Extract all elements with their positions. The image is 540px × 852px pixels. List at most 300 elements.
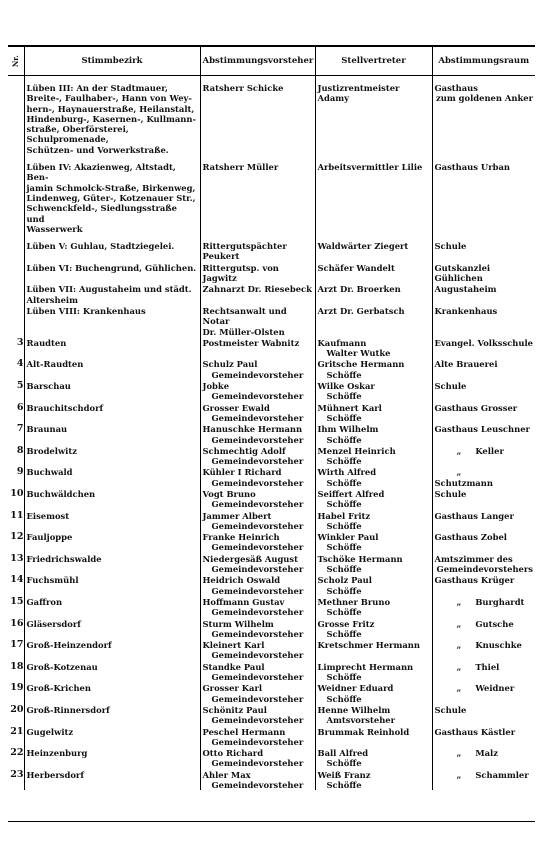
table-row	[8, 661, 535, 683]
raum-cell	[432, 445, 535, 467]
nr-cell: 6	[16, 401, 24, 413]
raum-cell	[432, 161, 535, 234]
cell-line: Peukert	[202, 251, 240, 262]
cell-line: Sturm Wilhelm	[202, 618, 274, 629]
cell-line: Heinzenburg	[26, 748, 88, 759]
vorsteher-cell	[200, 639, 315, 661]
stimmbezirk-cell	[24, 488, 200, 510]
nr-cell: 19	[10, 682, 24, 694]
cell-line: Schöffe	[326, 477, 362, 488]
cell-line: Rittergutspächter	[202, 241, 287, 252]
cell-line: Groß-Krichen	[26, 683, 91, 694]
cell-line: Schule	[434, 241, 467, 252]
table-body	[8, 76, 535, 791]
cell-line: Kretschmer Hermann	[317, 640, 420, 651]
cell-line: Ball Alfred	[317, 748, 369, 759]
cell-line: Gasthaus	[434, 83, 478, 93]
ditto-mark: „	[456, 748, 462, 759]
cell-line: Habel Fritz	[317, 510, 371, 521]
cell-line: Schöffe	[326, 391, 362, 402]
cell-line: Gasthaus Kästler	[434, 726, 516, 737]
cell-line: Schöffe	[326, 672, 362, 683]
vorsteher-cell	[200, 283, 315, 305]
cell-line: Methner Bruno	[317, 596, 391, 607]
table-row	[8, 769, 535, 791]
stimmbezirk-cell	[24, 596, 200, 618]
cell-line: Schützen- und Vorwerkstraße.	[26, 144, 169, 155]
vorsteher-cell	[200, 337, 315, 359]
cell-line: Walter Wutke	[326, 348, 391, 359]
raum-cell	[432, 769, 535, 791]
cell-line: Gemeindevorsteher	[211, 607, 304, 618]
vorsteher-cell	[200, 240, 315, 262]
cell-line: Schmechtig Adolf	[202, 445, 286, 456]
cell-line: Gläsersdorf	[26, 618, 81, 629]
nr-cell: 11	[10, 509, 24, 521]
vorsteher-cell	[200, 488, 315, 510]
vertreter-cell	[315, 553, 432, 575]
cell-line: Arzt Dr. Gerbatsch	[317, 305, 405, 316]
cell-line: Waldwärter Ziegert	[317, 241, 409, 252]
vertreter-cell	[315, 161, 432, 234]
cell-line: Altersheim	[26, 294, 78, 305]
cell-line: Schammler	[475, 769, 529, 780]
table-row	[8, 510, 535, 532]
cell-line: jamin Schmolck-Straße, Birkenweg,	[26, 182, 196, 193]
vertreter-cell	[315, 358, 432, 380]
nr-cell: 9	[16, 466, 24, 478]
table-row	[8, 726, 535, 748]
raum-cell	[432, 82, 535, 155]
table-row	[8, 82, 535, 155]
cell-line: Standke Paul	[202, 661, 265, 672]
cell-line: Schöffe	[326, 412, 362, 423]
cell-line: Gemeindevorsteher	[211, 628, 304, 639]
nr-cell: 16	[10, 617, 24, 629]
vorsteher-cell	[200, 618, 315, 640]
cell-line: Gugelwitz	[26, 726, 74, 737]
vorsteher-cell	[200, 726, 315, 748]
vertreter-cell	[315, 618, 432, 640]
cell-line: Tschöke Hermann	[317, 553, 403, 564]
stimmbezirk-cell	[24, 380, 200, 402]
cell-line: Amtsvorsteher	[326, 715, 396, 726]
cell-line: Keller	[475, 445, 504, 456]
cell-line: Otto Richard	[202, 748, 264, 759]
cell-line: Breite-, Faulhaber-, Hann von Wey-	[26, 93, 192, 104]
ditto-mark: „	[456, 661, 462, 672]
cell-line: Rittergutsp. von Jagwitz	[202, 262, 279, 284]
nr-cell	[8, 82, 24, 155]
cell-line: Winkler Paul	[317, 532, 379, 543]
cell-line: Gemeindevorsteher	[211, 456, 304, 467]
table-row	[8, 402, 535, 424]
cell-line: Menzel Heinrich	[317, 445, 396, 456]
cell-line: Kleinert Karl	[202, 640, 265, 651]
cell-line: Gemeindevorsteher	[211, 780, 304, 790]
table-row	[8, 283, 535, 305]
cell-line: Groß-Heinzendorf	[26, 640, 112, 651]
vertreter-cell	[315, 747, 432, 769]
nr-cell	[8, 283, 24, 305]
cell-line: Vogt Bruno	[202, 488, 256, 499]
vertreter-cell	[315, 574, 432, 596]
raum-cell	[432, 423, 535, 445]
vertreter-cell	[315, 240, 432, 262]
cell-line: Gemeindevorsteher	[211, 391, 304, 402]
raum-cell	[432, 402, 535, 424]
cell-line: Schöffe	[326, 542, 362, 553]
header-raum: Abstimmungsraum	[432, 46, 535, 76]
ditto-mark: „	[456, 618, 462, 629]
cell-line: Gemeindevorsteher	[211, 650, 304, 661]
cell-line: Buchwäldchen	[26, 488, 96, 499]
cell-line: Postmeister Wabnitz	[202, 337, 300, 348]
cell-line: Malz	[475, 748, 498, 759]
cell-line: Buchwald	[26, 467, 73, 478]
vorsteher-cell	[200, 682, 315, 704]
nr-cell: 15	[10, 595, 24, 607]
stimmbezirk-cell	[24, 358, 200, 380]
cell-line: Gemeindevorsteher	[211, 758, 304, 769]
cell-line: Gasthaus Leuschner	[434, 424, 530, 435]
cell-line: Herbersdorf	[26, 769, 84, 780]
cell-line: Grosser Karl	[202, 683, 263, 694]
nr-cell	[8, 161, 24, 234]
vertreter-cell	[315, 445, 432, 467]
stimmbezirk-cell	[24, 337, 200, 359]
table-row	[8, 337, 535, 359]
cell-line: Gasthaus Grosser	[434, 402, 518, 413]
cell-line: Lüben III: An der Stadtmauer,	[26, 83, 168, 93]
nr-cell: 23	[10, 768, 24, 780]
cell-line: Gemeindevorsteher	[211, 520, 304, 531]
cell-line: Schule	[434, 704, 467, 715]
vorsteher-cell	[200, 596, 315, 618]
raum-cell	[432, 553, 535, 575]
stimmbezirk-cell	[24, 531, 200, 553]
raum-cell	[432, 618, 535, 640]
cell-line: Henne Wilhelm	[317, 704, 391, 715]
cell-line: Braunau	[26, 424, 68, 435]
stimmbezirk-cell	[24, 682, 200, 704]
cell-line: Raudten	[26, 337, 67, 348]
cell-line: Limprecht Hermann	[317, 661, 414, 672]
raum-cell	[432, 574, 535, 596]
cell-line: Schule	[434, 488, 467, 499]
cell-line: straße, Oberförsterei, Schulpromenade,	[26, 124, 129, 145]
cell-line: Groß-Rinnersdorf	[26, 704, 110, 715]
cell-line: Wasserwerk	[26, 223, 83, 234]
vorsteher-cell	[200, 769, 315, 791]
cell-line: Gutsche	[475, 618, 514, 629]
cell-line: Gemeindevorsteher	[211, 564, 304, 575]
cell-line: Kaufmann	[317, 337, 367, 348]
cell-line: Gemeindevorsteher	[211, 672, 304, 683]
cell-line: Gemeindevorsteher	[211, 542, 304, 553]
vorsteher-cell	[200, 531, 315, 553]
stimmbezirk-cell	[24, 769, 200, 791]
polling-districts-table	[8, 45, 535, 790]
table-row	[8, 639, 535, 661]
header-vorsteher: Abstimmungsvorsteher	[200, 46, 315, 76]
cell-line: Brummak Reinhold	[317, 726, 410, 737]
stimmbezirk-cell	[24, 82, 200, 155]
cell-line: Gasthaus Urban	[434, 162, 510, 173]
ditto-mark: „	[456, 640, 462, 651]
stimmbezirk-cell	[24, 574, 200, 596]
stimmbezirk-cell	[24, 639, 200, 661]
vertreter-cell	[315, 283, 432, 305]
nr-cell	[8, 305, 24, 337]
cell-line: Gemeindevorsteher	[211, 715, 304, 726]
cell-line: Lüben VIII: Krankenhaus	[26, 305, 146, 316]
nr-cell: 17	[10, 639, 24, 651]
raum-cell	[432, 380, 535, 402]
vorsteher-cell	[200, 380, 315, 402]
cell-line: Lüben IV: Akazienweg, Altstadt, Ben-	[26, 162, 176, 183]
nr-cell: 4	[16, 358, 24, 370]
cell-line: Schöffe	[326, 369, 362, 380]
nr-cell: 18	[10, 660, 24, 672]
cell-line: Schöffe	[326, 628, 362, 639]
cell-line: Gaffron	[26, 596, 63, 607]
vertreter-cell	[315, 726, 432, 748]
raum-cell	[432, 682, 535, 704]
vertreter-cell	[315, 466, 432, 488]
cell-line: Jammer Albert	[202, 510, 272, 521]
cell-line: Gemeindevorsteher	[211, 369, 304, 380]
cell-line: Niedergesäß August	[202, 553, 298, 564]
nr-cell: 22	[10, 747, 24, 759]
ditto-mark: „	[456, 596, 462, 607]
table-row	[8, 358, 535, 380]
header-stimmbezirk: Stimmbezirk	[24, 46, 200, 76]
cell-line: Evangel. Volksschule	[434, 337, 533, 348]
raum-cell	[432, 726, 535, 748]
raum-cell	[432, 531, 535, 553]
vorsteher-cell	[200, 553, 315, 575]
table-row	[8, 380, 535, 402]
cell-line: Kühler I Richard	[202, 467, 282, 478]
nr-cell: 5	[16, 380, 24, 392]
table-row	[8, 262, 535, 284]
vertreter-cell	[315, 82, 432, 155]
vorsteher-cell	[200, 161, 315, 234]
cell-line: Fauljoppe	[26, 532, 73, 543]
header-nr: Nr.	[8, 46, 24, 76]
cell-line: Gemeindevorsteher	[211, 412, 304, 423]
vertreter-cell	[315, 262, 432, 284]
cell-line: Franke Heinrich	[202, 532, 280, 543]
vertreter-cell	[315, 596, 432, 618]
cell-line: Lüben VI: Buchengrund, Gühlichen.	[26, 262, 197, 273]
nr-cell: 20	[10, 703, 24, 715]
raum-cell	[432, 661, 535, 683]
vorsteher-cell	[200, 510, 315, 532]
vertreter-cell	[315, 661, 432, 683]
stimmbezirk-cell	[24, 553, 200, 575]
cell-line: Schwenckfeld-, Siedlungsstraße und	[26, 203, 178, 224]
cell-line: Groß-Kotzenau	[26, 661, 98, 672]
vertreter-cell	[315, 769, 432, 791]
cell-line: Eisemost	[26, 510, 70, 521]
vertreter-cell	[315, 639, 432, 661]
vorsteher-cell	[200, 445, 315, 467]
raum-cell	[432, 747, 535, 769]
cell-line: Ratsherr Müller	[202, 162, 279, 173]
stimmbezirk-cell	[24, 726, 200, 748]
stimmbezirk-cell	[24, 661, 200, 683]
vertreter-cell	[315, 531, 432, 553]
nr-cell	[8, 240, 24, 262]
vorsteher-cell	[200, 574, 315, 596]
cell-line: Knuschke	[475, 640, 522, 651]
nr-cell	[8, 262, 24, 284]
stimmbezirk-cell	[24, 161, 200, 234]
nr-cell: 7	[16, 423, 24, 435]
cell-line: Gritsche Hermann	[317, 359, 405, 370]
vorsteher-cell	[200, 466, 315, 488]
table-header	[8, 46, 535, 76]
vorsteher-cell	[200, 704, 315, 726]
vorsteher-cell	[200, 423, 315, 445]
header-vertreter: Stellvertreter	[315, 46, 432, 76]
ditto-mark: „	[456, 467, 462, 478]
table-row	[8, 466, 535, 488]
raum-cell	[432, 305, 535, 337]
cell-line: Gemeindevorsteher	[211, 477, 304, 488]
cell-line: Zahnarzt Dr. Riesebeck	[202, 284, 312, 295]
vorsteher-cell	[200, 747, 315, 769]
stimmbezirk-cell	[24, 618, 200, 640]
ditto-mark: „	[456, 445, 462, 456]
cell-line: Grosse Fritz	[317, 618, 375, 629]
cell-line: Schöffe	[326, 758, 362, 769]
table-row	[8, 305, 535, 337]
cell-line: Gasthaus Langer	[434, 510, 514, 521]
vertreter-cell	[315, 510, 432, 532]
table-row	[8, 423, 535, 445]
cell-line: Weidner Eduard	[317, 683, 394, 694]
raum-cell	[432, 639, 535, 661]
table-row	[8, 445, 535, 467]
nr-cell: 10	[10, 487, 24, 499]
table-row	[8, 704, 535, 726]
cell-line: Gemeindevorstehers	[436, 564, 533, 575]
vorsteher-cell	[200, 661, 315, 683]
vertreter-cell	[315, 704, 432, 726]
cell-line: Dr. Müller-Olsten	[202, 326, 285, 337]
cell-line: Lüben VII: Augustaheim und städt.	[26, 284, 192, 295]
cell-line: Brauchitschdorf	[26, 402, 104, 413]
nr-cell: 12	[10, 531, 24, 543]
cell-line: Schöffe	[326, 434, 362, 445]
cell-line: Gemeindevorsteher	[211, 585, 304, 596]
cell-line: Schönitz Paul	[202, 704, 267, 715]
vertreter-cell	[315, 488, 432, 510]
cell-line: Ihm Wilhelm	[317, 424, 379, 435]
cell-line: zum goldenen Anker	[436, 93, 533, 104]
ditto-mark: „	[456, 769, 462, 780]
cell-line: Peschel Hermann	[202, 726, 286, 737]
cell-line: Schäfer Wandelt	[317, 262, 395, 273]
nr-cell: 14	[10, 574, 24, 586]
cell-line: Friedrichswalde	[26, 553, 102, 564]
cell-line: Schöffe	[326, 564, 362, 575]
cell-line: Schöffe	[326, 607, 362, 618]
raum-cell	[432, 596, 535, 618]
bottom-rule	[8, 821, 535, 822]
vertreter-cell	[315, 402, 432, 424]
cell-line: Gemeindevorsteher	[211, 499, 304, 510]
cell-line: Barschau	[26, 381, 71, 392]
cell-line: Alte Brauerei	[434, 359, 498, 370]
cell-line: Weidner	[475, 683, 515, 694]
stimmbezirk-cell	[24, 704, 200, 726]
cell-line: hern-, Haynauerstraße, Heilanstalt,	[26, 103, 195, 114]
cell-line: Schulz Paul	[202, 359, 258, 370]
cell-line: Hindenburg-, Kasernen-, Kullmann-	[26, 113, 196, 124]
ditto-mark: „	[456, 683, 462, 694]
vertreter-cell	[315, 305, 432, 337]
table-row	[8, 596, 535, 618]
cell-line: Heidrich Oswald	[202, 575, 281, 586]
stimmbezirk-cell	[24, 262, 200, 284]
table-row	[8, 682, 535, 704]
vorsteher-cell	[200, 262, 315, 284]
cell-line: Gutskanzlei Gühlichen	[434, 262, 491, 284]
stimmbezirk-cell	[24, 240, 200, 262]
cell-line: Lindenweg, Güter-, Kotzenauer Str.,	[26, 192, 196, 203]
cell-line: Justizrentmeister Adamy	[317, 83, 400, 104]
cell-line: Schöffe	[326, 693, 362, 704]
vorsteher-cell	[200, 358, 315, 380]
stimmbezirk-cell	[24, 510, 200, 532]
stimmbezirk-cell	[24, 445, 200, 467]
cell-line: Wirth Alfred	[317, 467, 377, 478]
cell-line: Gasthaus Krüger	[434, 575, 515, 586]
raum-cell	[432, 510, 535, 532]
cell-line: Alt-Raudten	[26, 359, 84, 370]
raum-cell	[432, 358, 535, 380]
cell-line: Thiel	[475, 661, 500, 672]
cell-line: Wilke Oskar	[317, 381, 375, 392]
raum-cell	[432, 704, 535, 726]
cell-line: Rechtsanwalt und Notar	[202, 305, 287, 327]
table-row	[8, 747, 535, 769]
cell-line: Schöffe	[326, 520, 362, 531]
raum-cell	[432, 466, 535, 488]
vertreter-cell	[315, 682, 432, 704]
stimmbezirk-cell	[24, 402, 200, 424]
cell-line: Scholz Paul	[317, 575, 372, 586]
cell-line: Hanuschke Hermann	[202, 424, 303, 435]
cell-line: Gemeindevorsteher	[211, 736, 304, 747]
stimmbezirk-cell	[24, 283, 200, 305]
table-row	[8, 488, 535, 510]
vorsteher-cell	[200, 82, 315, 155]
cell-line: Fuchsmühl	[26, 575, 79, 586]
raum-cell	[432, 337, 535, 359]
raum-cell	[432, 240, 535, 262]
cell-line: Gasthaus Zobel	[434, 532, 507, 543]
vertreter-cell	[315, 337, 432, 359]
table-row	[8, 574, 535, 596]
raum-cell	[432, 262, 535, 284]
cell-line: Weiß Franz	[317, 769, 371, 780]
cell-line: Lüben V: Guhlau, Stadtziegelei.	[26, 241, 175, 252]
